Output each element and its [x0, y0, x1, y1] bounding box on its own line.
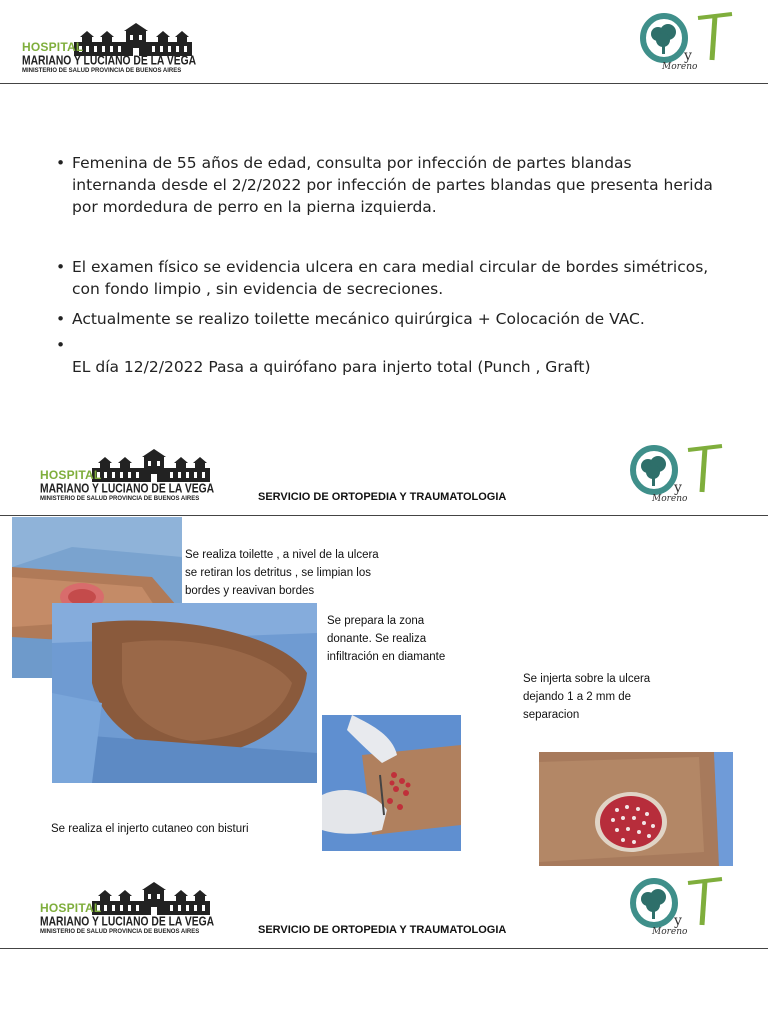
oyt-logo: [630, 442, 730, 512]
oyt-signature: Moreno: [652, 927, 688, 937]
service-title: SERVICIO DE ORTOPEDIA Y TRAUMATOLOGIA: [258, 491, 507, 503]
svg-text:y: y: [684, 48, 692, 64]
service-title: SERVICIO DE ORTOPEDIA Y TRAUMATOLOGIA: [258, 924, 507, 936]
hospital-ministry: MINISTERIO DE SALUD PROVINCIA DE BUENOS AIRES: [40, 929, 200, 935]
oyt-signature: Moreno: [652, 494, 688, 504]
hospital-ministry: MINISTERIO DE SALUD PROVINCIA DE BUENOS AIRES: [22, 68, 182, 74]
photo-scalpel-graft: [322, 715, 461, 851]
hospital-name: MARIANO Y LUCIANO DE LA VEGA: [22, 53, 197, 68]
header-top: [0, 0, 768, 90]
oyt-tree-icon: [630, 875, 730, 931]
oyt-tree-icon: [630, 442, 730, 498]
hospital-ministry: MINISTERIO DE SALUD PROVINCIA DE BUENOS AIRES: [40, 496, 200, 502]
oyt-logo: [630, 875, 730, 945]
bullet-item: • El examen físico se evidencia ulcera en cara medial circular de bordes simétricos, con fondo limpio , sin evidencia de secreciones.: [56, 258, 709, 298]
hospital-word: HOSPITAL: [40, 468, 102, 482]
hospital-logo: [40, 881, 215, 941]
caption-scalpel: Se realiza el injerto cutaneo con bisturi: [51, 823, 249, 835]
hospital-name: MARIANO Y LUCIANO DE LA VEGA: [40, 481, 215, 496]
oyt-tree-icon: [640, 10, 740, 66]
svg-text:y: y: [674, 913, 682, 929]
caption-donor: Se prepara la zona donante. Se realiza infiltración en diamante: [327, 615, 446, 663]
photo-donor-zone: [52, 603, 317, 783]
oyt-signature: Moreno: [662, 62, 698, 72]
bullet-item: • EL día 12/2/2022 Pasa a quirófano para injerto total (Punch , Graft): [56, 336, 591, 376]
header-rule-middle: [0, 515, 768, 516]
caption-graft: Se injerta sobre la ulcera dejando 1 a 2 mm de separacion: [523, 673, 651, 721]
caption-toilette: Se realiza toilette , a nivel de la ulcera se retiran los detritus , se limpian los bordes y reavivan bordes: [185, 549, 379, 597]
hospital-name: MARIANO Y LUCIANO DE LA VEGA: [40, 914, 215, 929]
oyt-logo: [640, 10, 740, 80]
header-rule-top: [0, 83, 768, 84]
hospital-logo: [40, 448, 215, 508]
bullet-item: • Femenina de 55 años de edad, consulta por infección de partes blandas internanda desde el 2/2/2022 por infección de partes blandas que presenta herida por mordedura de perro en la pierna izquierda.: [56, 154, 713, 216]
svg-text:y: y: [674, 480, 682, 496]
hospital-word: HOSPITAL: [40, 901, 102, 915]
hospital-logo: [22, 22, 197, 82]
hospital-word: HOSPITAL: [22, 40, 84, 54]
bullet-item: • Actualmente se realizo toilette mecánico quirúrgica + Colocación de VAC.: [56, 310, 645, 328]
photo-graft-result: [539, 752, 733, 866]
header-rule-bottom: [0, 948, 768, 949]
header-bottom: [0, 873, 768, 953]
header-middle: [0, 440, 768, 520]
